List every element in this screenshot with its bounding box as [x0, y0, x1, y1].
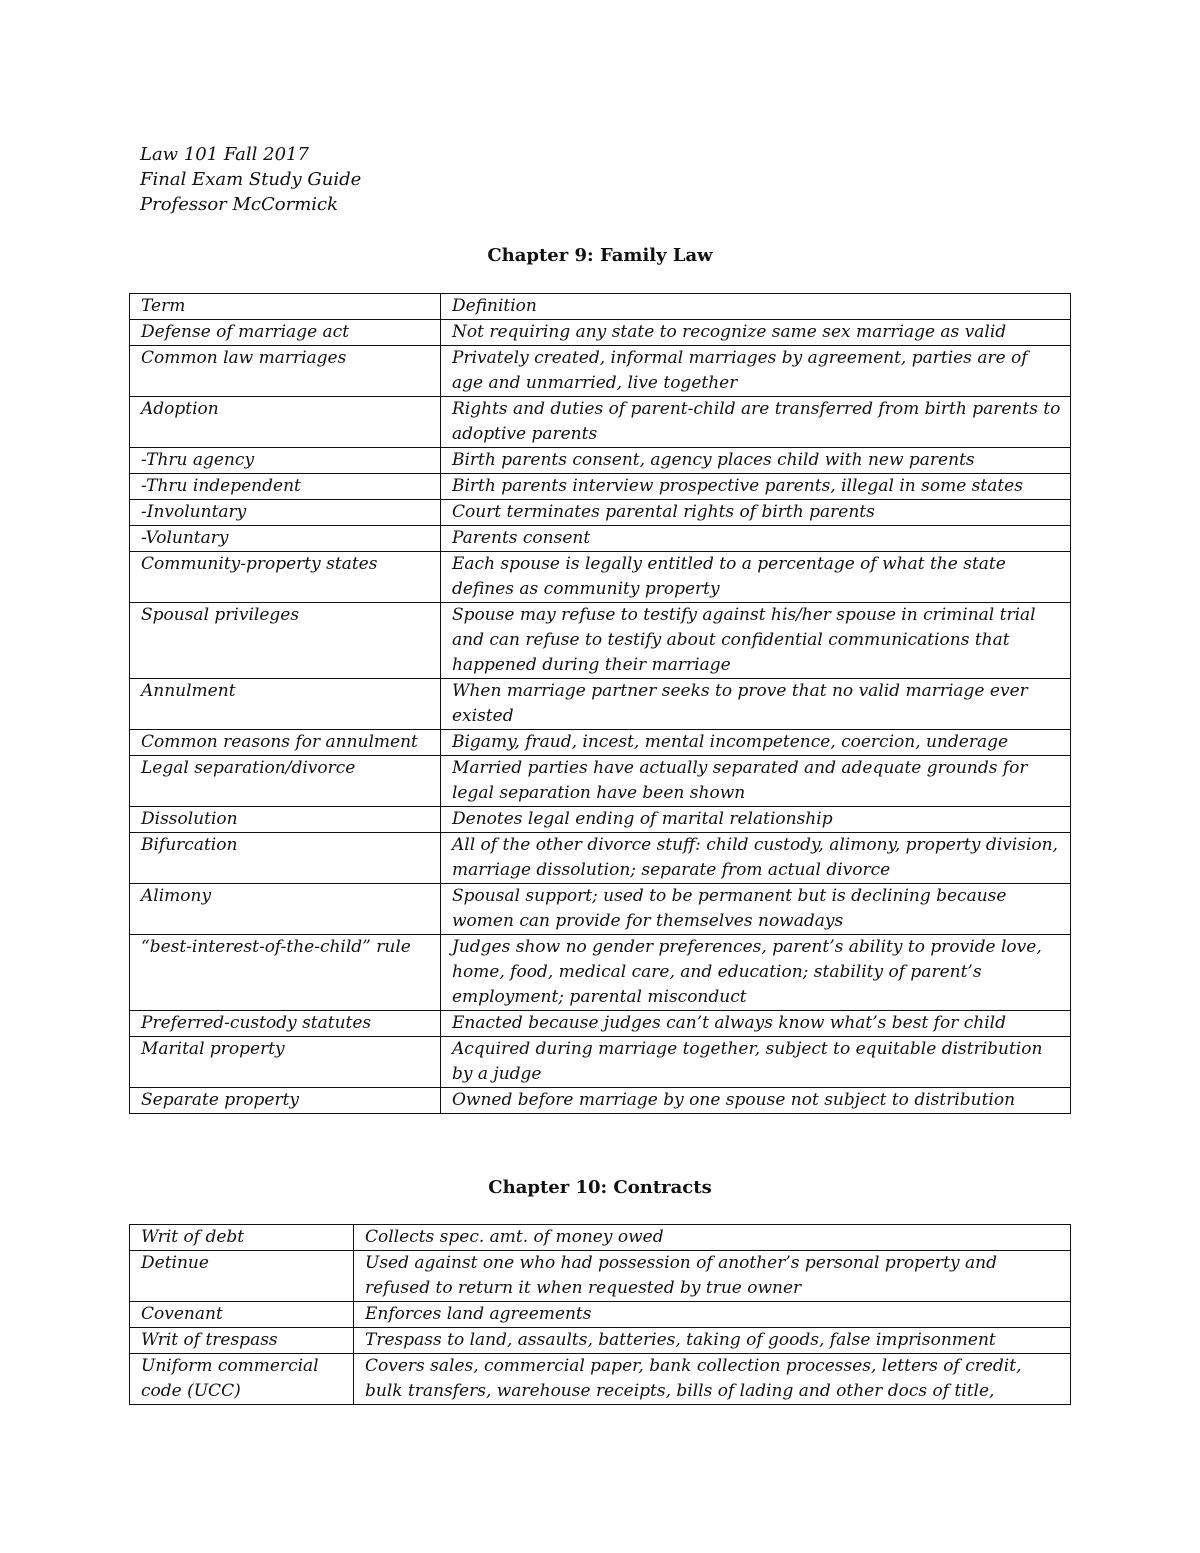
- term-cell: Separate property: [130, 1088, 441, 1114]
- course-title: Law 101 Fall 2017: [140, 144, 309, 165]
- table-row: [130, 1011, 1071, 1037]
- definition-cell: Birth parents consent, agency places child with new parents: [441, 448, 1071, 474]
- definition-cell: Each spouse is legally entitled to a percentage of what the state defines as community property: [441, 552, 1071, 603]
- term-cell: -Involuntary: [130, 500, 441, 526]
- term-cell: “best-interest-of-the-child” rule: [130, 935, 441, 1011]
- table-row: [130, 884, 1071, 935]
- table-row: [130, 1251, 1071, 1302]
- guide-title: Final Exam Study Guide: [140, 169, 362, 190]
- table-row: [130, 320, 1071, 346]
- definition-cell: Owned before marriage by one spouse not subject to distribution: [441, 1088, 1071, 1114]
- table-row: [130, 679, 1071, 730]
- professor-name: Professor McCormick: [140, 194, 339, 215]
- definition-cell: Definition: [441, 294, 1071, 320]
- table-row: [130, 294, 1071, 320]
- term-cell: Spousal privileges: [130, 603, 441, 679]
- definition-cell: Covers sales, commercial paper, bank collection processes, letters of credit, bulk transfers, warehouse receipts, bills of lading and other docs of title,: [354, 1354, 1071, 1405]
- definition-cell: Married parties have actually separated and adequate grounds for legal separation have been shown: [441, 756, 1071, 807]
- term-cell: -Thru independent: [130, 474, 441, 500]
- definition-cell: Acquired during marriage together, subject to equitable distribution by a judge: [441, 1037, 1071, 1088]
- table-row: [130, 756, 1071, 807]
- table-row: [130, 1037, 1071, 1088]
- contracts-table: [129, 1224, 1071, 1405]
- table-row: [130, 1302, 1071, 1328]
- table-row: [130, 1328, 1071, 1354]
- table-row: [130, 833, 1071, 884]
- definition-cell: Bigamy, fraud, incest, mental incompetence, coercion, underage: [441, 730, 1071, 756]
- table-row: [130, 500, 1071, 526]
- definition-cell: Parents consent: [441, 526, 1071, 552]
- term-cell: Annulment: [130, 679, 441, 730]
- chapter-9-heading: Chapter 9: Family Law: [487, 245, 713, 266]
- term-cell: Bifurcation: [130, 833, 441, 884]
- table-row: [130, 603, 1071, 679]
- table-row: [130, 448, 1071, 474]
- table-row: [130, 526, 1071, 552]
- definition-cell: Spouse may refuse to testify against his/her spouse in criminal trial and can refuse to testify about confidential communications that happened during their marriage: [441, 603, 1071, 679]
- term-cell: Detinue: [130, 1251, 354, 1302]
- table-row: [130, 730, 1071, 756]
- definition-cell: Collects spec. amt. of money owed: [354, 1225, 1071, 1251]
- term-cell: Uniform commercial code (UCC): [130, 1354, 354, 1405]
- term-cell: Dissolution: [130, 807, 441, 833]
- term-cell: Common law marriages: [130, 346, 441, 397]
- definition-cell: Birth parents interview prospective parents, illegal in some states: [441, 474, 1071, 500]
- definition-cell: Rights and duties of parent-child are transferred from birth parents to adoptive parents: [441, 397, 1071, 448]
- definition-cell: Trespass to land, assaults, batteries, taking of goods, false imprisonment: [354, 1328, 1071, 1354]
- table-row: [130, 1088, 1071, 1114]
- table-row: [130, 346, 1071, 397]
- definition-cell: Not requiring any state to recognize same sex marriage as valid: [441, 320, 1071, 346]
- term-cell: Marital property: [130, 1037, 441, 1088]
- term-cell: Legal separation/divorce: [130, 756, 441, 807]
- term-cell: Adoption: [130, 397, 441, 448]
- term-cell: Preferred-custody statutes: [130, 1011, 441, 1037]
- family-law-table: [129, 293, 1071, 1114]
- table-row: [130, 935, 1071, 1011]
- definition-cell: Privately created, informal marriages by agreement, parties are of age and unmarried, live together: [441, 346, 1071, 397]
- definition-cell: Judges show no gender preferences, parent’s ability to provide love, home, food, medical care, and education; stability of parent’s employment; parental misconduct: [441, 935, 1071, 1011]
- definition-cell: All of the other divorce stuff: child custody, alimony, property division, marriage dissolution; separate from actual divorce: [441, 833, 1071, 884]
- definition-cell: Enacted because judges can’t always know what’s best for child: [441, 1011, 1071, 1037]
- term-cell: Alimony: [130, 884, 441, 935]
- definition-cell: Enforces land agreements: [354, 1302, 1071, 1328]
- table-row: [130, 397, 1071, 448]
- table-row: [130, 552, 1071, 603]
- definition-cell: Denotes legal ending of marital relationship: [441, 807, 1071, 833]
- definition-cell: When marriage partner seeks to prove that no valid marriage ever existed: [441, 679, 1071, 730]
- term-cell: Writ of debt: [130, 1225, 354, 1251]
- table-row: [130, 1225, 1071, 1251]
- table-row: [130, 474, 1071, 500]
- definition-cell: Court terminates parental rights of birth parents: [441, 500, 1071, 526]
- definition-cell: Spousal support; used to be permanent but is declining because women can provide for themselves nowadays: [441, 884, 1071, 935]
- table-row: [130, 807, 1071, 833]
- term-cell: Defense of marriage act: [130, 320, 441, 346]
- term-cell: -Voluntary: [130, 526, 441, 552]
- table-row: [130, 1354, 1071, 1405]
- term-cell: -Thru agency: [130, 448, 441, 474]
- term-cell: Common reasons for annulment: [130, 730, 441, 756]
- term-cell: Covenant: [130, 1302, 354, 1328]
- term-cell: Community-property states: [130, 552, 441, 603]
- chapter-10-heading: Chapter 10: Contracts: [488, 1177, 712, 1198]
- definition-cell: Used against one who had possession of another’s personal property and refused to return it when requested by true owner: [354, 1251, 1071, 1302]
- term-cell: Term: [130, 294, 441, 320]
- document-header: [140, 142, 361, 217]
- term-cell: Writ of trespass: [130, 1328, 354, 1354]
